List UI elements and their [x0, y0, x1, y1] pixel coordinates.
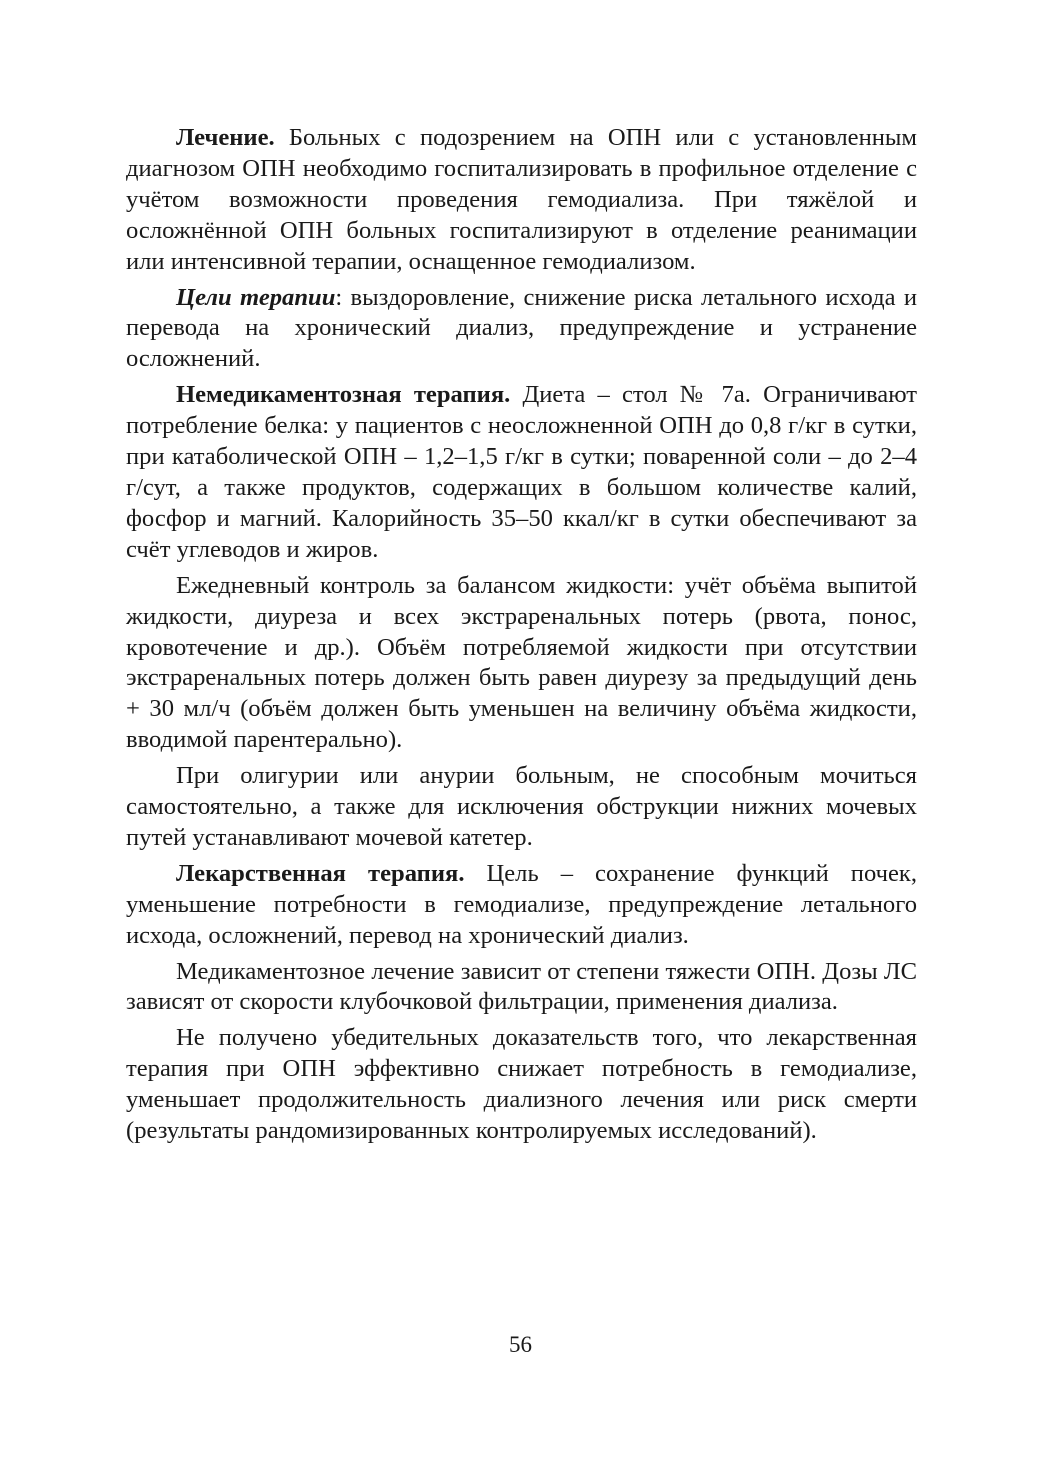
paragraph-text: Диета – стол № 7а. Ограничивают потребление белка: у пациентов с неосложненной ОПН до 0,8 г/кг в сутки, при катаболической ОПН – 1,2–1,5 г/кг в сутки; поваренной соли – до 2–4 г/сут, а также продуктов, содержащих в большом количестве калий, фосфор и магний. Калорийность 35–50 ккал/кг в сутки обеспечивают за счёт углеводов и жиров.: [126, 381, 917, 563]
heading-non-drug-therapy: Немедикаментозная терапия.: [176, 381, 511, 409]
paragraph-text: Больных с подозрением на ОПН или с установленным диагнозом ОПН необходимо госпитализировать в профильное отделение с учётом возможности проведения гемодиализа. При тяжёлой и осложнённой ОПН больных госпитализируют в отделение реанимации или интенсивной терапии, оснащенное гемодиализом.: [126, 124, 917, 275]
heading-treatment: Лечение.: [176, 124, 275, 151]
paragraph-text: Цель – сохранение функций почек, уменьшение потребности в гемодиализе, предупреждение летального исхода, осложнений, перевод на хронический диализ.: [126, 859, 917, 949]
paragraph-text: Ежедневный контроль за балансом жидкости: учёт объёма выпитой жидкости, диуреза и всех экстраренальных потерь (рвота, понос, кровотечение и др.). Объём потребляемой жидкости при отсутствии экстраренальных потерь должен быть равен диурезу за предыдущий день + 30 мл/ч (объём должен быть уменьшен на величину объёма жидкости, вводимой парентерально).: [126, 571, 917, 754]
page-number: 56: [509, 1332, 532, 1357]
paragraph-text: При олигурии или анурии больным, не способным мочиться самостоятельно, а также для исключения обструкции нижних мочевых путей устанавливают мочевой катетер.: [126, 762, 917, 851]
paragraph-catheter: [126, 761, 917, 854]
document-body: [126, 123, 917, 1152]
paragraph-evidence: [126, 1023, 917, 1147]
paragraph-drug-therapy: [126, 859, 917, 952]
paragraph-fluid-balance: [126, 571, 917, 756]
paragraph-non-drug-therapy: [126, 380, 917, 565]
heading-therapy-goals: Цели терапии: [176, 283, 336, 311]
paragraph-therapy-goals: [126, 283, 917, 376]
paragraph-text: : выздоровление, снижение риска летального исхода и перевода на хронический диализ, предупреждение и устранение осложнений.: [126, 283, 917, 373]
paragraph-treatment: [126, 123, 917, 278]
heading-drug-therapy: Лекарственная терапия.: [176, 859, 465, 887]
paragraph-text: Не получено убедительных доказательств того, что лекарственная терапия при ОПН эффективно снижает потребность в гемодиализе, уменьшает продолжительность диализного лечения или риск смерти (результаты рандомизированных контролируемых исследований).: [126, 1024, 917, 1145]
paragraph-medication-dependence: [126, 957, 917, 1019]
paragraph-text: Медикаментозное лечение зависит от степени тяжести ОПН. Дозы ЛС зависят от скорости клубочковой фильтрации, применения диализа.: [126, 957, 917, 1016]
